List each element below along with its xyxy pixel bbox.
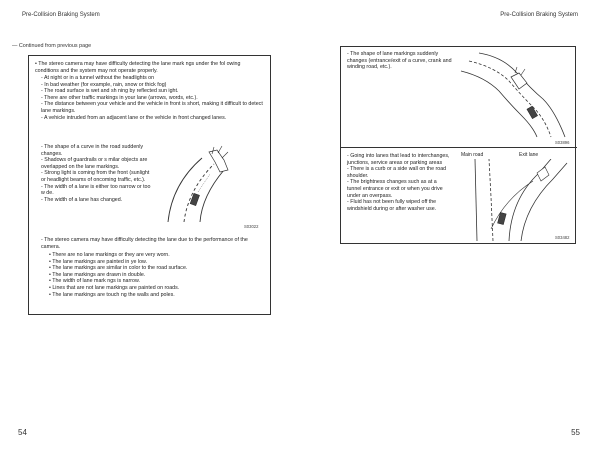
condition-item: - A vehicle intruded from an adjacent lane or the vehicle in front changed lanes. (41, 114, 227, 121)
condition-item: - Going into lanes that lead to interchanges, junctions, service areas or parking areas (347, 153, 450, 166)
intro-bullet: • The stereo camera may have difficulty detecting the lane mark ngs under the fol owing conditions and the system may not operate properly. (35, 61, 241, 74)
figure-label: S03482 (555, 235, 570, 240)
info-box (28, 55, 271, 315)
condition-item: - At night or in a tunnel without the headlights on (41, 75, 155, 81)
exit-lane-label: Exit lane (519, 152, 539, 158)
sub-items-list (49, 252, 263, 298)
info-box (340, 46, 576, 244)
main-road-label: Main road (461, 152, 484, 158)
shape-item: - The shape of lane markings suddenly changes (entrance/exit of a curve, crank and winding road, etc.). (347, 51, 452, 71)
condition-item: - The width of a lane is either too narrow or too w de. (41, 183, 151, 197)
sub-item: • The width of lane mark ngs is narrow. (49, 278, 140, 285)
figure-label: S03896 (555, 140, 570, 145)
right-page (300, 0, 600, 450)
sub-item: • The lane markings are drawn in double. (49, 271, 146, 278)
condition-item: - The brightness changes such as at a tunnel entrance or exit or when you drive under an overpass. (347, 179, 443, 199)
condition-item: - There is a curb or a side wall on the road shoulder. (347, 166, 447, 179)
conditions-narrow-list (41, 144, 153, 203)
conditions-list (41, 75, 263, 121)
condition-item: - Shadows of guardrails or s milar objects are overlapped on the lane markings. (41, 157, 148, 170)
divider (341, 147, 577, 148)
sub-item: • The lane markings are painted in ye low. (49, 258, 148, 265)
winding-road-figure (459, 49, 571, 141)
continued-note: — Continued from previous page (12, 43, 92, 49)
figure-label: S03022 (244, 224, 259, 229)
page-number: 54 (18, 428, 27, 437)
condition-item: - Strong light is coming from the front (sunlight or headlight beams of oncoming traffic, etc.). (41, 170, 150, 183)
sub-item: • Lines that are not lane markings are painted on roads. (49, 284, 180, 291)
condition-item: - There are other traffic markings in your lane (arrows, words, etc.). (41, 94, 198, 101)
sub-item: • The lane markings are similar in color to the road surface. (49, 265, 188, 272)
condition-item: - The shape of a curve in the road suddenly changes. (41, 144, 144, 157)
sub-item: • There are no lane markings or they are very worn. (49, 252, 170, 258)
exit-lane-figure (459, 159, 573, 241)
performance-item: - The stereo camera may have difficulty detecting the lane due to the performance of the camera. (41, 237, 248, 250)
sub-item: • The lane markings are touch ng the walls and poles. (49, 291, 175, 298)
condition-item: - The road surface is wet and sh ning by reflected sun ight. (41, 88, 179, 95)
conditions-list (347, 153, 451, 212)
condition-item: - In bad weather (for example, rain, snow or thick fog) (41, 81, 167, 88)
page-header: Pre-Collision Braking System (500, 12, 578, 18)
condition-item: - The width of a lane has changed. (41, 196, 123, 203)
page-header: Pre-Collision Braking System (22, 12, 100, 18)
condition-item: - Fluid has not been fully wiped off the windshield during or after washer use. (347, 199, 437, 212)
condition-item: - The distance between your vehicle and the vehicle in front is short, making it difficult to detect lane markings. (41, 101, 263, 114)
curve-road-figure (162, 144, 262, 224)
page-number: 55 (571, 428, 580, 437)
